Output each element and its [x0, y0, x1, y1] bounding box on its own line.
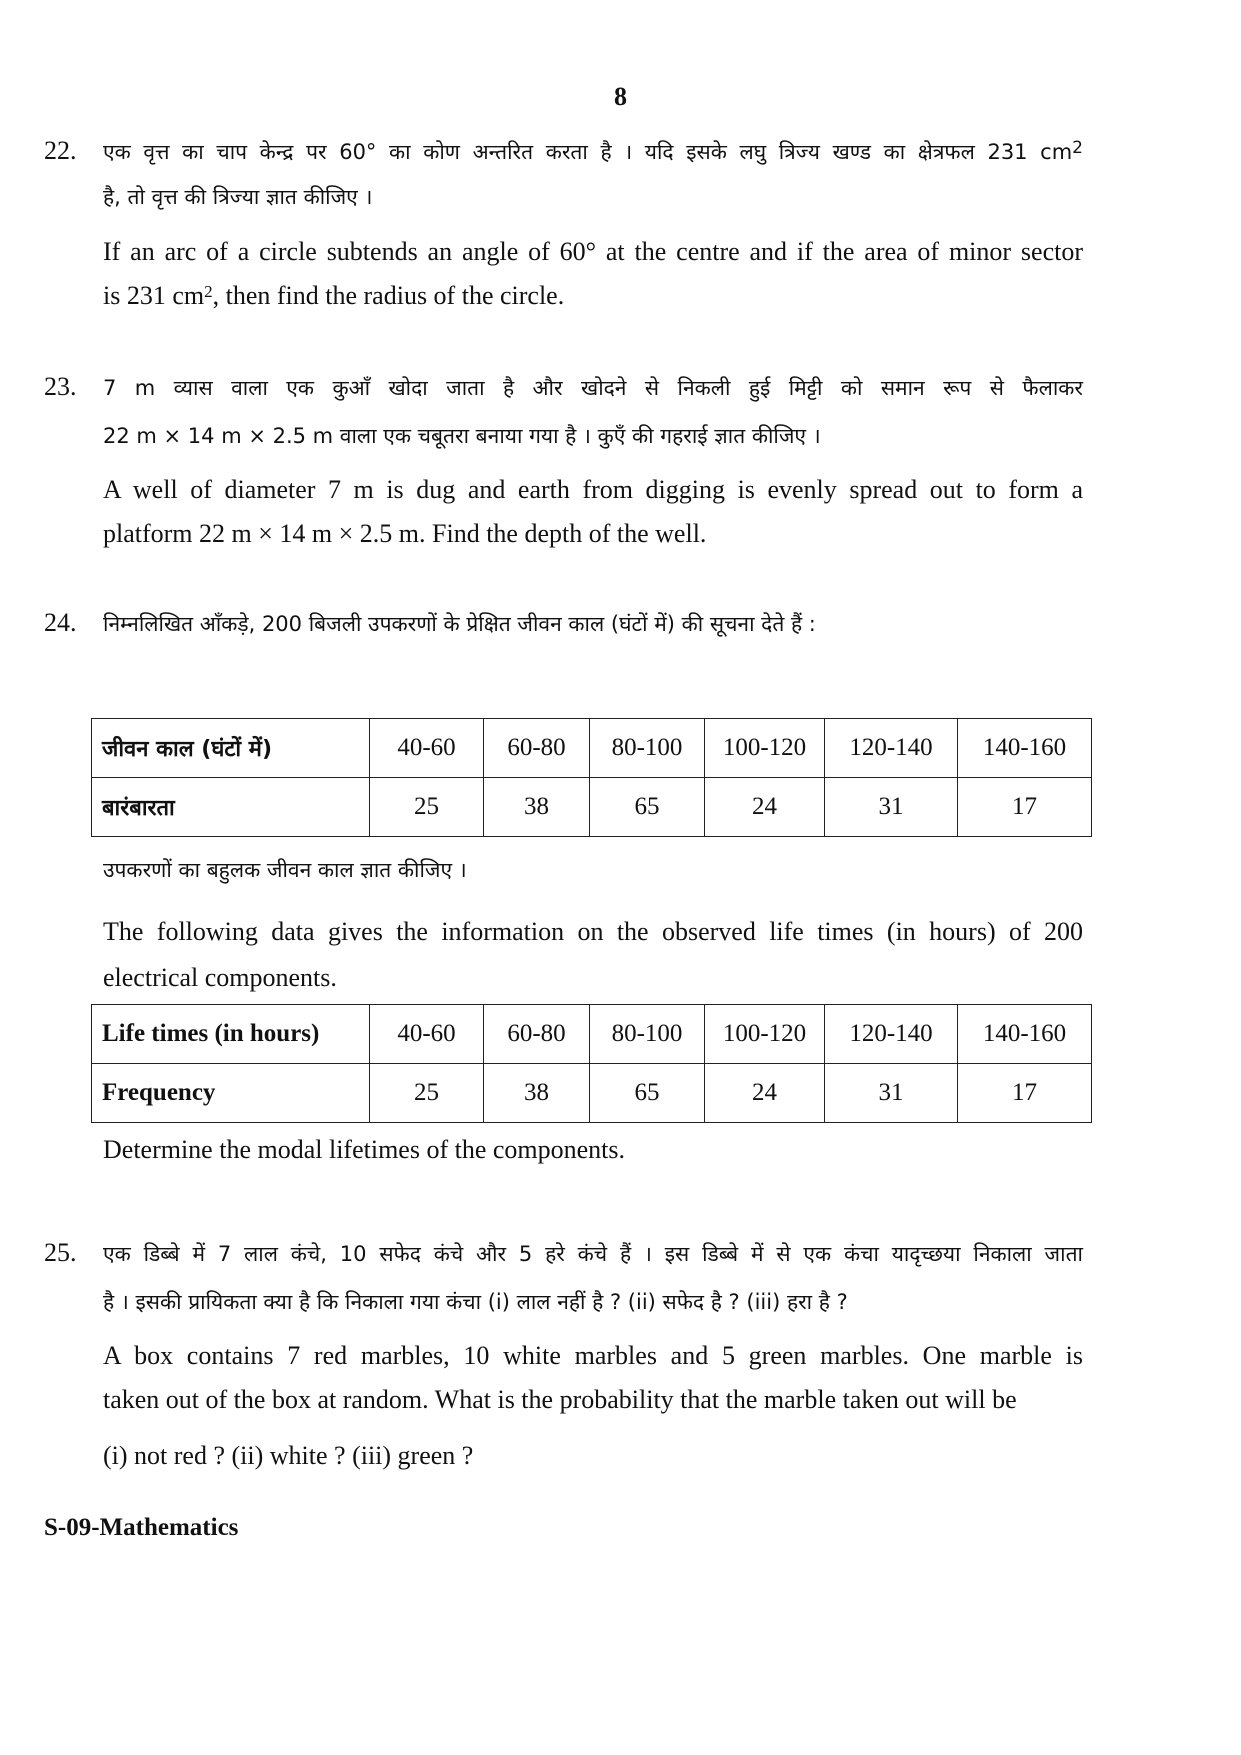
hindi-text-line: उपकरणों का बहुलक जीवन काल ज्ञात कीजिए ।	[103, 858, 467, 882]
table-row	[92, 778, 1092, 837]
footer-paper-code: S-09-Mathematics	[44, 1514, 239, 1541]
table-row	[92, 1005, 1092, 1064]
hindi-text-line: 7 m व्यास वाला एक कुआँ खोदा जाता है और खोदने से निकली हुई मिट्टी को समान रूप से फैलाकर	[103, 376, 1083, 400]
english-text-line: Determine the modal lifetimes of the components.	[103, 1135, 626, 1164]
english-text-line: electrical components.	[103, 963, 337, 992]
table-cell: 17	[958, 778, 1092, 837]
english-text-line: A box contains 7 red marbles, 10 white marbles and 5 green marbles. One marble is	[103, 1341, 1083, 1370]
english-text-line: platform 22 m × 14 m × 2.5 m. Find the depth of the well.	[103, 519, 707, 548]
table-cell: 80-100	[590, 1005, 705, 1064]
table-cell: 120-140	[825, 719, 958, 778]
hindi-frequency-table	[91, 718, 1092, 837]
english-text-line: The following data gives the information on the observed life times (in hours) of 200	[103, 917, 1083, 946]
row-header: Frequency	[92, 1064, 370, 1123]
table-cell: 24	[705, 778, 825, 837]
hindi-text-line: निम्नलिखित आँकड़े, 200 बिजली उपकरणों के प्रेक्षित जीवन काल (घंटों में) की सूचना देते हैं :	[103, 612, 816, 636]
table-cell: 60-80	[484, 719, 590, 778]
english-frequency-table	[91, 1004, 1092, 1123]
hindi-text-line: एक डिब्बे में 7 लाल कंचे, 10 सफेद कंचे और 5 हरे कंचे हैं । इस डिब्बे में से एक कंचा यादृच्छया निकाला जाता	[103, 1242, 1083, 1266]
table-cell: 140-160	[958, 719, 1092, 778]
table-cell: 120-140	[825, 1005, 958, 1064]
table-cell: 25	[370, 1064, 484, 1123]
table-cell: 40-60	[370, 1005, 484, 1064]
question-number: 22.	[44, 136, 77, 165]
table-row	[92, 719, 1092, 778]
table-cell: 38	[484, 778, 590, 837]
table-cell: 25	[370, 778, 484, 837]
table-cell: 31	[825, 778, 958, 837]
table-cell: 40-60	[370, 719, 484, 778]
row-header: बारंबारता	[92, 778, 370, 837]
table-cell: 17	[958, 1064, 1092, 1123]
table-cell: 140-160	[958, 1005, 1092, 1064]
table-cell: 100-120	[705, 1005, 825, 1064]
table-row	[92, 1064, 1092, 1123]
row-header: जीवन काल (घंटों में)	[92, 719, 370, 778]
table-cell: 60-80	[484, 1005, 590, 1064]
table-cell: 24	[705, 1064, 825, 1123]
english-text-line: A well of diameter 7 m is dug and earth from digging is evenly spread out to form a	[103, 475, 1083, 504]
english-text-line: taken out of the box at random. What is the probability that the marble taken out will be	[103, 1385, 1017, 1414]
table-cell: 65	[590, 778, 705, 837]
page-number: 8	[614, 82, 627, 111]
question-number: 23.	[44, 372, 77, 401]
table-cell: 100-120	[705, 719, 825, 778]
hindi-text-line: 22 m × 14 m × 2.5 m वाला एक चबूतरा बनाया गया है । कुएँ की गहराई ज्ञात कीजिए ।	[103, 424, 821, 448]
hindi-text-line: है । इसकी प्रायिकता क्या है कि निकाला गया कंचा (i) लाल नहीं है ? (ii) सफेद है ? (iii) हरा है ?	[103, 1290, 848, 1314]
english-text-line: (i) not red ? (ii) white ? (iii) green ?	[103, 1441, 474, 1470]
question-number: 25.	[44, 1238, 77, 1267]
table-cell: 31	[825, 1064, 958, 1123]
hindi-text-line: है, तो वृत्त की त्रिज्या ज्ञात कीजिए ।	[103, 185, 373, 209]
table-cell: 65	[590, 1064, 705, 1123]
english-text-line: is 231 $cm^2$, then find the radius of the circle.	[103, 281, 565, 310]
table-cell: 80-100	[590, 719, 705, 778]
table-cell: 38	[484, 1064, 590, 1123]
hindi-text-line: एक वृत्त का चाप केन्द्र पर 60° का कोण अन्तरित करता है । यदि इसके लघु त्रिज्य खण्ड का क्षेत्रफल 231 $cm^2$	[103, 138, 1083, 164]
question-number: 24.	[44, 608, 77, 637]
english-text-line: If an arc of a circle subtends an angle of 60° at the centre and if the area of minor sector	[103, 237, 1083, 266]
row-header: Life times (in hours)	[92, 1005, 370, 1064]
